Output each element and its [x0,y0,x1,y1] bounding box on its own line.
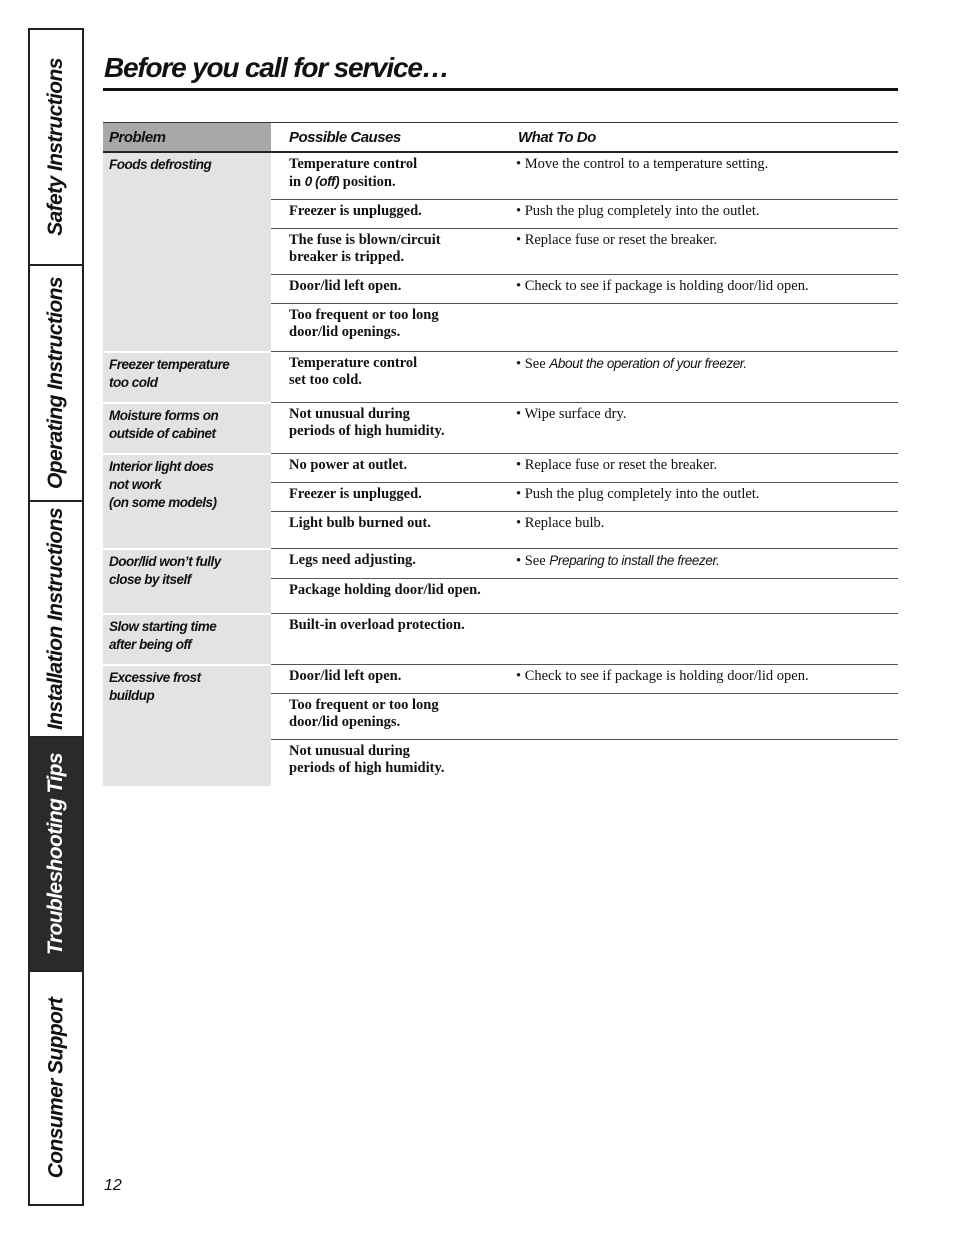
side-tab-strip [28,28,84,1206]
cause-cell: Door/lid left open. [271,275,500,304]
table-row [103,614,898,665]
todo-cell: • Replace bulb. [500,512,898,549]
table-row [103,152,898,200]
todo-text: • See [516,356,550,372]
cause-cell: Built-in overload protection. [271,614,500,665]
table-row [103,352,898,403]
problem-cell: Excessive frost buildup [103,665,271,788]
cause-text: Temperature control in [289,156,418,190]
cause-italic-text: 0 (off) [304,174,340,189]
table-row [103,454,898,483]
tab-installation-instructions[interactable] [30,502,82,738]
todo-cell [500,579,898,614]
tab-label: Consumer Support [44,997,68,1179]
cause-cell: Freezer is unplugged. [271,483,500,512]
tab-label: Troubleshooting Tips [44,753,68,955]
cause-cell: Freezer is unplugged. [271,200,500,229]
table-header-row [103,123,898,153]
todo-cell [500,549,898,579]
todo-cell [500,694,898,740]
todo-cell [500,614,898,665]
cause-text: position. [339,174,396,190]
problem-cell: Moisture forms on outside of cabinet [103,403,271,454]
todo-cell [500,740,898,788]
todo-italic-text: Preparing to install the freezer. [549,553,720,568]
page-title: Before you call for service… [104,52,449,83]
todo-cell: • Wipe surface dry. [500,403,898,454]
problem-cell: Interior light does not work (on some models) [103,454,271,549]
todo-italic-text: About the operation of your freezer. [549,356,747,371]
title-rule [103,88,898,91]
problem-cell: Door/lid won’t fully close by itself [103,549,271,614]
cause-cell: Not unusual during periods of high humidity. [271,403,500,454]
todo-cell: • Move the control to a temperature setting. [500,152,898,200]
cause-cell: No power at outlet. [271,454,500,483]
cause-cell: The fuse is blown/circuit breaker is tripped. [271,229,500,275]
todo-text: • See [516,553,550,569]
header-problem: Problem [103,123,271,153]
problem-cell: Freezer temperature too cold [103,352,271,403]
todo-cell [500,304,898,352]
todo-cell: • Push the plug completely into the outlet. [500,483,898,512]
tab-label: Safety Instructions [44,58,67,236]
cause-cell: Package holding door/lid open. [271,579,500,614]
tab-label: Installation Instructions [44,508,68,730]
cause-cell: Not unusual during periods of high humidity. [289,743,445,776]
problem-cell: Slow starting time after being off [103,614,271,665]
table-row [103,665,898,694]
tab-safety-instructions[interactable] [30,30,82,266]
problem-cell: Foods defrosting [103,152,271,352]
header-what-to-do: What To Do [500,123,898,153]
cause-cell: Too frequent or too long door/lid openings. [271,304,500,352]
cause-cell [271,152,500,200]
page-number: 12 [104,1177,122,1194]
cause-cell: Legs need adjusting. [271,549,500,579]
todo-cell: • Push the plug completely into the outlet. [500,200,898,229]
tab-operating-instructions[interactable] [30,266,82,502]
table-row [103,549,898,579]
table-row [103,403,898,454]
cause-cell: Too frequent or too long door/lid openings. [271,694,500,740]
tab-consumer-support[interactable] [30,972,82,1204]
tab-label: Operating Instructions [44,277,67,489]
cause-cell: Door/lid left open. [271,665,500,694]
cause-cell: Light bulb burned out. [271,512,500,549]
troubleshooting-table [103,122,898,788]
todo-cell: • Replace fuse or reset the breaker. [500,229,898,275]
todo-cell: • Check to see if package is holding door/lid open. [500,665,898,694]
todo-cell: • Replace fuse or reset the breaker. [500,454,898,483]
todo-cell: • Check to see if package is holding door/lid open. [500,275,898,304]
cause-cell: Temperature control set too cold. [271,352,500,403]
header-possible-causes: Possible Causes [271,123,500,153]
todo-cell [500,352,898,403]
tab-troubleshooting-tips[interactable] [30,738,82,972]
